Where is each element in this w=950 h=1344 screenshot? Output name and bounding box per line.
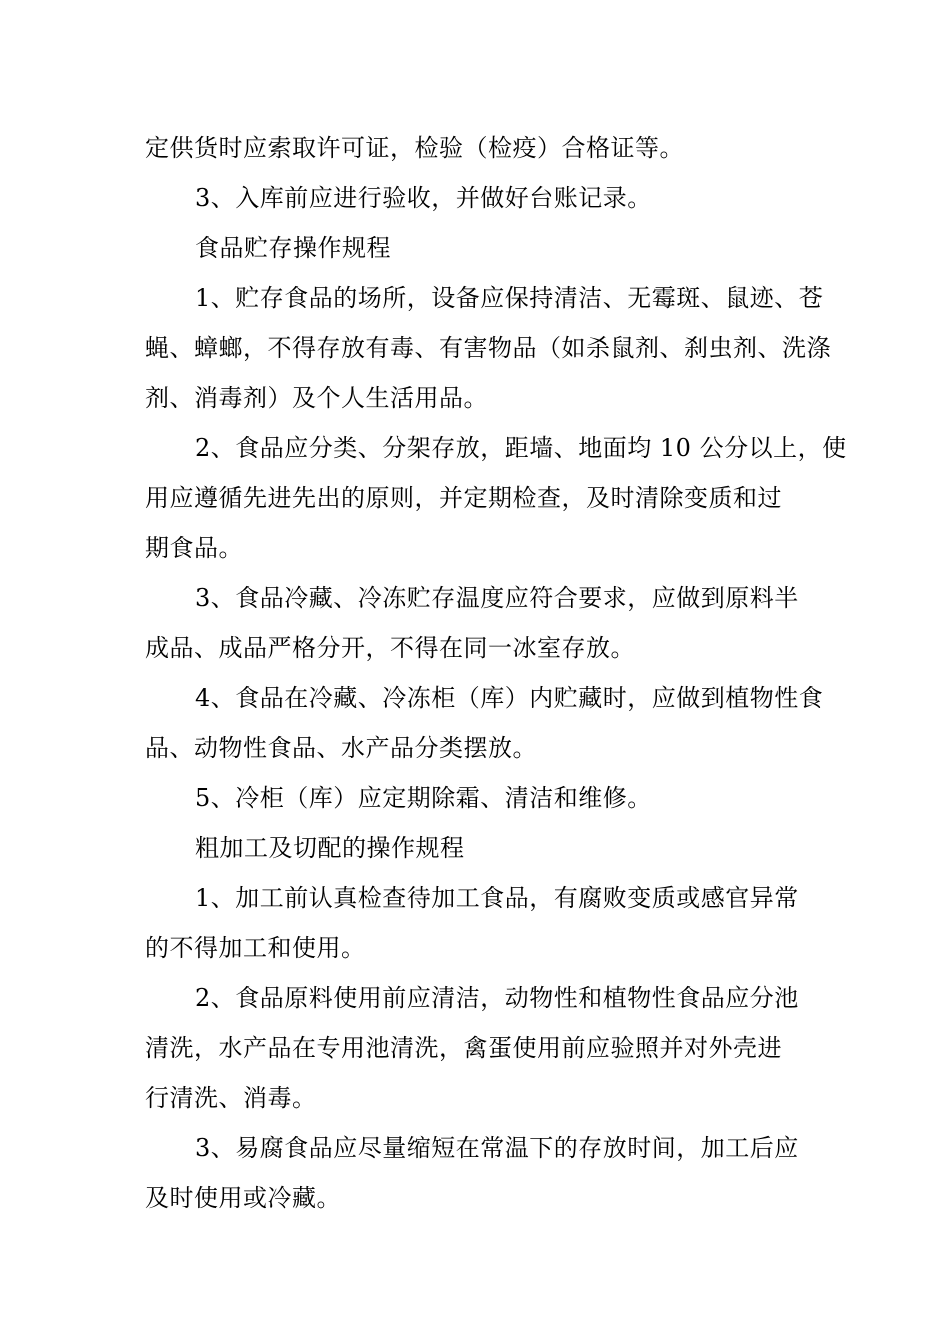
- text-line: 3、食品冷藏、冷冻贮存温度应符合要求，应做到原料半: [195, 584, 799, 612]
- text-line: 蝇、蟑螂，不得存放有毒、有害物品（如杀鼠剂、刹虫剂、洗涤: [145, 334, 831, 362]
- text-line: 1、加工前认真检查待加工食品，有腐败变质或感官异常: [195, 884, 799, 912]
- text-line: 成品、成品严格分开，不得在同一冰室存放。: [145, 634, 635, 662]
- text-line: 3、易腐食品应尽量缩短在常温下的存放时间，加工后应: [195, 1134, 799, 1162]
- text-line: 2、食品应分类、分架存放，距墙、地面均 10 公分以上，使: [195, 434, 847, 462]
- text-line: 1、贮存食品的场所，设备应保持清洁、无霉斑、鼠迹、苍: [195, 284, 824, 312]
- text-line: 期食品。: [145, 534, 243, 562]
- text-line: 的不得加工和使用。: [145, 934, 366, 962]
- text-line: 及时使用或冷藏。: [145, 1184, 341, 1212]
- section-heading: 食品贮存操作规程: [195, 234, 391, 262]
- text-line: 清洗，水产品在专用池清洗，禽蛋使用前应验照并对外壳进: [145, 1034, 782, 1062]
- text-line: 行清洗、消毒。: [145, 1084, 317, 1112]
- text-line: 剂、消毒剂）及个人生活用品。: [145, 384, 488, 412]
- text-line: 2、食品原料使用前应清洁，动物性和植物性食品应分池: [195, 984, 799, 1012]
- text-line: 4、食品在冷藏、冷冻柜（库）内贮藏时，应做到植物性食: [195, 684, 824, 712]
- text-line: 品、动物性食品、水产品分类摆放。: [145, 734, 537, 762]
- section-heading: 粗加工及切配的操作规程: [195, 834, 465, 862]
- text-line: 用应遵循先进先出的原则，并定期检查，及时清除变质和过: [145, 484, 782, 512]
- text-line: 3、入库前应进行验收，并做好台账记录。: [195, 184, 652, 212]
- text-line: 5、冷柜（库）应定期除霜、清洁和维修。: [195, 784, 652, 812]
- text-line: 定供货时应索取许可证，检验（检疫）合格证等。: [145, 134, 684, 162]
